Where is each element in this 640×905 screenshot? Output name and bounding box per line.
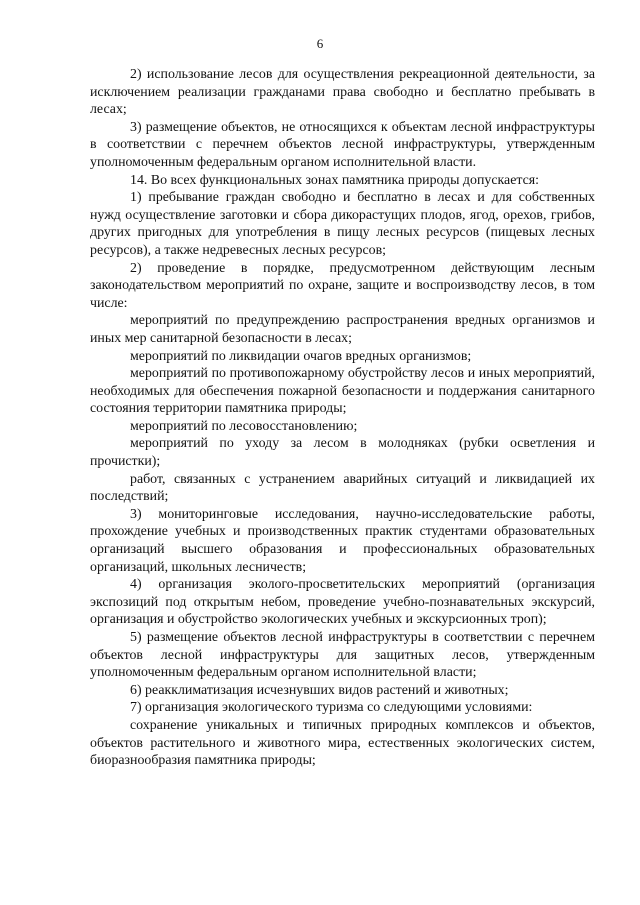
paragraph: 1) пребывание граждан свободно и бесплатно в лесах и для собственных нужд осуществление заготовки и сбора дикорастущих плодов, ягод, орехов, грибов, других пригодных для употребления в пищу лесных ресурсов (пищевых лесных ресурсов), а также недревесных лесных ресурсов; [90, 190, 595, 258]
paragraph: 7) организация экологического туризма со следующими условиями: [130, 700, 533, 716]
paragraph: 4) организация эколого-просветительских мероприятий (организация экспозиций под открытым небом, проведение учебно-познавательных экскурсий, организация и обустройство экологических учебных и экскурсионных троп); [90, 577, 595, 628]
paragraph: 14. Во всех функциональных зонах памятника природы допускается: [130, 172, 540, 188]
paragraph: 3) мониторинговые исследования, научно-исследовательские работы, прохождение учебных и производственных практик студентами образовательных организаций высшего образования и профессиональных образовательных организаций, школьных лесничеств; [90, 506, 595, 575]
paragraph: 2) проведение в порядке, предусмотренном действующим лесным законодательством мероприятий по охране, защите и воспроизводству лесов, в том числе: [90, 260, 595, 311]
document-body [90, 66, 595, 770]
paragraph: мероприятий по лесовосстановлению; [130, 418, 358, 434]
paragraph: работ, связанных с устранением аварийных ситуаций и ликвидацией их последствий; [90, 471, 595, 505]
paragraph: 5) размещение объектов лесной инфраструктуры в соответствии с перечнем объектов лесной инфраструктуры для защитных лесов, утвержденным уполномоченным федеральным органом исполнительной власти; [90, 630, 595, 681]
paragraph: 6) реакклиматизация исчезнувших видов растений и животных; [130, 682, 509, 698]
page-number: 6 [316, 36, 324, 51]
paragraph: мероприятий по противопожарному обустройству лесов и иных мероприятий, необходимых для обеспечения пожарной безопасности и поддержания санитарного состояния территории памятника природы; [90, 366, 595, 417]
paragraph: сохранение уникальных и типичных природных комплексов и объектов, объектов растительного и животного мира, естественных экологических систем, биоразнообразия памятника природы; [90, 717, 595, 769]
paragraph: мероприятий по ликвидации очагов вредных организмов; [130, 348, 472, 364]
paragraph: мероприятий по уходу за лесом в молодняках (рубки осветления и прочистки); [90, 436, 595, 470]
paragraph: 2) использование лесов для осуществления рекреационной деятельности, за исключением реализации гражданами права свободно и бесплатно пребывать в лесах; [90, 67, 595, 118]
paragraph: мероприятий по предупреждению распространения вредных организмов и иных мер санитарной безопасности в лесах; [90, 313, 595, 346]
paragraph: 3) размещение объектов, не относящихся к объектам лесной инфраструктуры в соответствии с перечнем объектов лесной инфраструктуры, утвержденным уполномоченным федеральным органом исполнительной власти. [90, 119, 595, 170]
